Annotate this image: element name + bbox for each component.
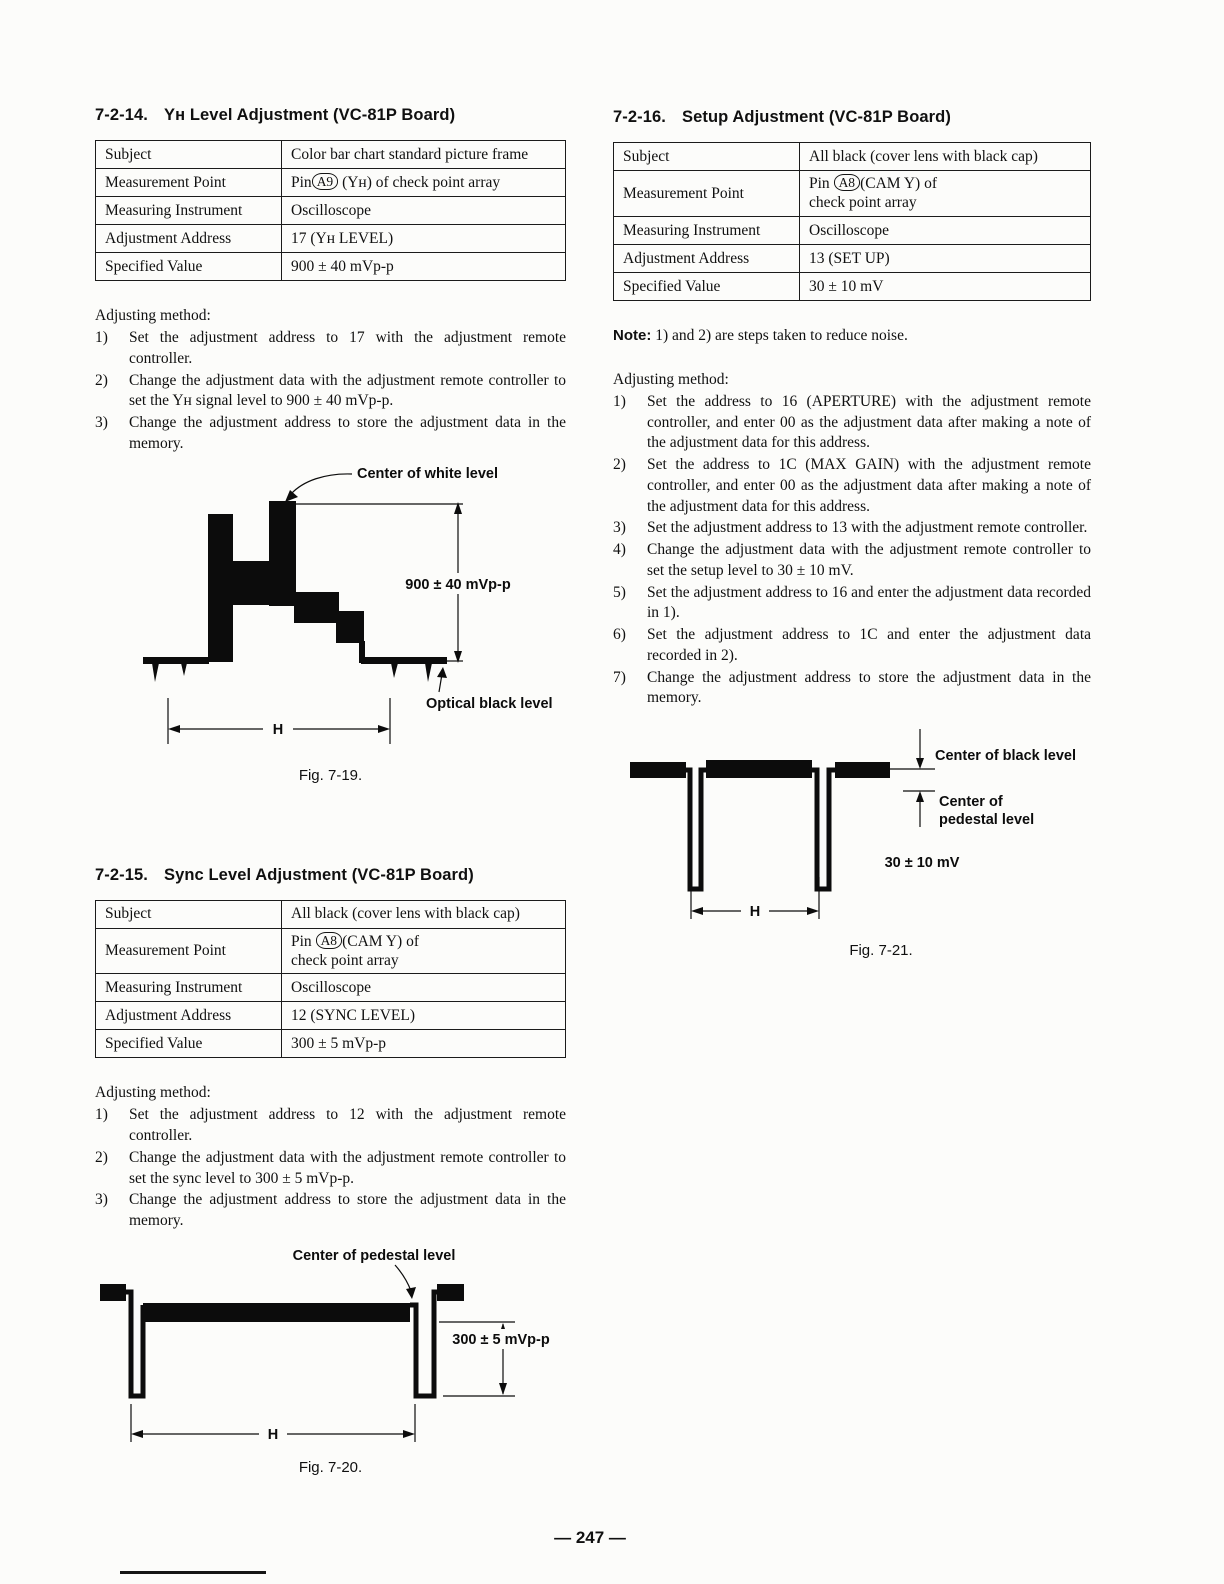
step-number: 2): [95, 371, 108, 389]
row-value: Oscilloscope: [282, 197, 566, 225]
h-label: H: [272, 721, 284, 738]
row-label: Subject: [614, 143, 800, 171]
row-label: Adjustment Address: [96, 225, 282, 253]
step-text: Set the adjustment address to 17 with the adjustment remote controller.: [129, 329, 566, 367]
row-label: Measurement Point: [96, 169, 282, 197]
pin-circle: A8: [316, 932, 343, 949]
step-number: 3): [95, 1191, 108, 1209]
value-dimension-label: 30 ± 10 mV: [884, 855, 960, 872]
step-text: Set the adjustment address to 13 with the adjustment remote controller.: [647, 519, 1088, 537]
row-value: [282, 169, 566, 197]
section-title: Sync Level Adjustment (VC-81P Board): [163, 865, 474, 884]
table-row: [96, 197, 566, 225]
row-value: 30 ± 10 mV: [800, 272, 1091, 300]
step-text: Set the address to 16 (APERTURE) with the adjustment remote controller, and enter 00 as the adjustment data after making a note of the adjustment data for this address.: [647, 392, 1091, 452]
pin-post-text: (CAM Y) of: [342, 932, 419, 950]
figure-caption: Fig. 7-19.: [298, 766, 363, 784]
row-value: 12 (SYNC LEVEL): [282, 1002, 566, 1030]
section-number: 7-2-14.: [95, 106, 148, 124]
black-level-label: Optical black level: [426, 695, 553, 712]
table-row: [614, 244, 1091, 272]
step-item: [613, 540, 1091, 582]
waveform-fig-7-19: [95, 461, 566, 756]
section-heading-7-2-16: [613, 108, 1091, 127]
step-number: 7): [613, 668, 626, 686]
pedestal-level-label: Center of pedestal level: [292, 1247, 456, 1264]
section-title: Yʜ Level Adjustment (VC-81P Board): [163, 106, 456, 124]
step-text: Change the adjustment data with the adjustment remote controller to set the sync level to 300 ± 5 mVp-p.: [129, 1148, 566, 1187]
pin-pre-text: Pin: [809, 175, 834, 192]
step-item: [613, 625, 1091, 667]
step-item: [613, 583, 1091, 625]
figure-7-19: [95, 461, 566, 784]
level-reference-lines: [890, 729, 935, 827]
row-label: Subject: [96, 900, 282, 928]
h-label: H: [267, 1426, 279, 1443]
row-value: Oscilloscope: [282, 974, 566, 1002]
step-item: [613, 668, 1091, 710]
left-column: [95, 106, 566, 1476]
pin-post-text: (CAM Y) of: [860, 175, 937, 192]
step-item: [95, 328, 566, 370]
row-value: 13 (SET UP): [800, 244, 1091, 272]
step-item: [613, 392, 1091, 454]
value-dimension-label: 900 ± 40 mVp-p: [405, 576, 511, 593]
row-value: 17 (Yʜ LEVEL): [282, 225, 566, 253]
section-title: Setup Adjustment (VC-81P Board): [681, 108, 951, 126]
note-line: [613, 327, 1091, 345]
step-text: Change the adjustment data with the adjustment remote controller to set the Yʜ signal level to 900 ± 40 mVp-p.: [129, 371, 566, 410]
step-text: Set the adjustment address to 12 with the adjustment remote controller.: [129, 1106, 566, 1145]
step-number: 1): [95, 1106, 108, 1124]
step-item: [95, 1190, 566, 1232]
h-label: H: [749, 904, 761, 921]
waveform-fig-7-20: [95, 1246, 566, 1448]
step-number: 2): [95, 1148, 108, 1166]
adjusting-steps: [95, 328, 566, 455]
pin-pre-text: Pin: [291, 932, 316, 950]
black-level-arrowhead: [437, 667, 447, 678]
step-number: 4): [613, 541, 626, 559]
note-label: Note:: [613, 326, 652, 344]
step-text: Change the adjustment data with the adjustment remote controller to set the setup level to 30 ± 10 mV.: [647, 541, 1091, 579]
pedestal-arrowhead: [406, 1287, 416, 1299]
step-item: [95, 1105, 566, 1147]
pin-circle: A9: [312, 173, 339, 190]
row-label: Specified Value: [96, 1030, 282, 1058]
step-number: 6): [613, 626, 626, 644]
row-value: Oscilloscope: [800, 216, 1091, 244]
row-value: All black (cover lens with black cap): [282, 900, 566, 928]
waveform-fig-7-21: [613, 727, 1091, 931]
step-item: [95, 371, 566, 413]
adjusting-method-label: Adjusting method:: [613, 370, 729, 388]
step-text: Set the adjustment address to 16 and enter the adjustment data recorded in 1).: [647, 583, 1091, 622]
adjusting-method-label: Adjusting method:: [95, 307, 211, 324]
step-number: 1): [95, 329, 108, 346]
table-row: [96, 974, 566, 1002]
table-row: [96, 141, 566, 169]
row-value: All black (cover lens with black cap): [800, 143, 1091, 171]
row-label: Measurement Point: [96, 928, 282, 974]
row-label: Adjustment Address: [96, 1002, 282, 1030]
value-dimension-label: 300 ± 5 mVp-p: [452, 1331, 550, 1348]
table-row: [96, 900, 566, 928]
section-heading-7-2-15: [95, 866, 566, 885]
row-label: Specified Value: [96, 253, 282, 281]
row-label: Adjustment Address: [614, 244, 800, 272]
step-item: [95, 1148, 566, 1190]
table-row: [96, 928, 566, 974]
waveform-trace: [630, 760, 890, 889]
figure-7-20: [95, 1246, 566, 1476]
table-row: [96, 1030, 566, 1058]
step-text: Change the adjustment address to store the adjustment data in the memory.: [647, 668, 1091, 707]
pin-line2-text: check point array: [809, 194, 917, 212]
adjusting-steps: [613, 392, 1091, 709]
step-item: [613, 518, 1091, 539]
row-label: Subject: [96, 141, 282, 169]
step-number: 3): [95, 414, 108, 432]
step-number: 1): [613, 392, 626, 410]
step-number: 3): [613, 519, 626, 537]
pedestal-leader-line: [395, 1265, 411, 1291]
note-text: 1) and 2) are steps taken to reduce noise.: [655, 326, 908, 344]
step-item: [613, 455, 1091, 517]
step-text: Change the adjustment address to store the adjustment data in the memory.: [129, 414, 566, 452]
step-text: Set the address to 1C (MAX GAIN) with the adjustment remote controller, and enter 00 as the adjustment data after making a note of the adjustment data for this address.: [647, 456, 1091, 515]
row-label: Measuring Instrument: [614, 216, 800, 244]
table-row: [614, 216, 1091, 244]
white-level-arrowhead: [285, 490, 298, 502]
pedestal-level-label-line2: pedestal level: [939, 812, 1035, 829]
white-level-label: Center of white level: [357, 465, 499, 482]
row-label: Specified Value: [614, 272, 800, 300]
row-label: Measuring Instrument: [96, 974, 282, 1002]
table-row: [614, 171, 1091, 217]
pin-circle: A8: [834, 174, 861, 191]
table-row: [96, 225, 566, 253]
table-row: [614, 272, 1091, 300]
section-number: 7-2-16.: [613, 108, 666, 126]
pedestal-level-label-line1: Center of: [939, 794, 1003, 811]
step-item: [95, 413, 566, 455]
pin-pre-text: Pin: [291, 173, 312, 191]
figure-caption: Fig. 7-21.: [849, 942, 913, 960]
row-value: [282, 928, 566, 974]
section-heading-7-2-14: [95, 106, 566, 125]
step-number: 5): [613, 583, 626, 601]
row-label: Measuring Instrument: [96, 197, 282, 225]
step-text: Set the adjustment address to 1C and enter the adjustment data recorded in 2).: [647, 626, 1091, 664]
figure-caption: Fig. 7-20.: [298, 1458, 363, 1476]
right-column: [613, 108, 1091, 959]
row-value: 900 ± 40 mVp-p: [282, 253, 566, 281]
adjusting-steps: [95, 1105, 566, 1232]
section-number: 7-2-15.: [95, 865, 148, 884]
pin-post-text: (Yʜ) of check point array: [338, 173, 501, 191]
level-arrowheads: [916, 758, 924, 802]
page-number: — 247 —: [554, 1528, 626, 1547]
underline-mark: [120, 1571, 266, 1574]
figure-7-21: [613, 727, 1091, 959]
table-row: [96, 169, 566, 197]
white-level-leader-line: [291, 474, 352, 494]
spec-table-7-2-15: [95, 900, 566, 1059]
row-value: 300 ± 5 mVp-p: [282, 1030, 566, 1058]
pin-line2-text: check point array: [291, 951, 399, 969]
row-value: [800, 171, 1091, 217]
row-label: Measurement Point: [614, 171, 800, 217]
black-level-label: Center of black level: [935, 748, 1077, 765]
spec-table-7-2-16: [613, 142, 1091, 301]
adjusting-method-label: Adjusting method:: [95, 1084, 211, 1102]
step-text: Change the adjustment address to store the adjustment data in the memory.: [129, 1191, 566, 1230]
waveform-trace: [100, 1284, 464, 1396]
step-number: 2): [613, 456, 626, 474]
table-row: [96, 1002, 566, 1030]
row-value: Color bar chart standard picture frame: [282, 141, 566, 169]
table-row: [614, 143, 1091, 171]
table-row: [96, 253, 566, 281]
spec-table-7-2-14: [95, 140, 566, 281]
